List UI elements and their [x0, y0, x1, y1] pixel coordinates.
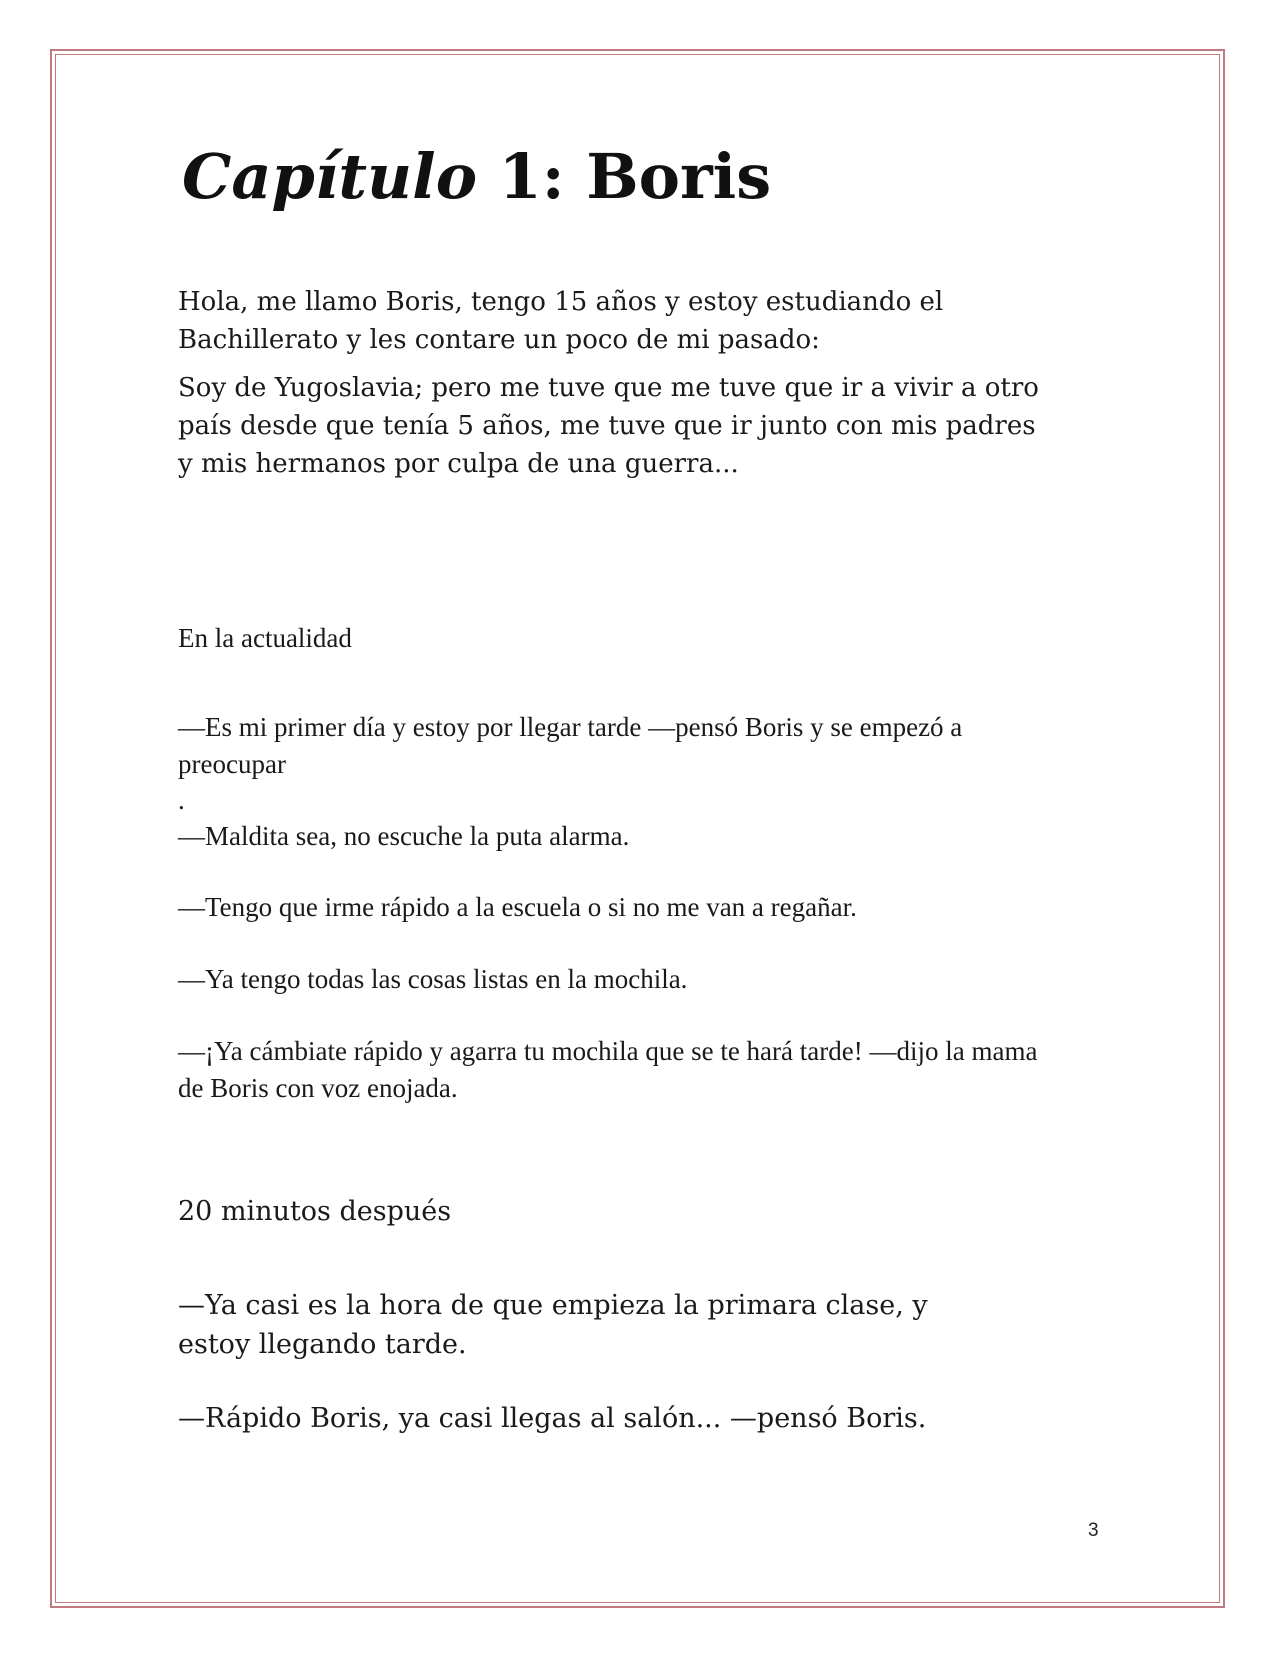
chapter-title: [182, 140, 771, 213]
dialogue-line-6: —Ya casi es la hora de que empieza la primara clase, y estoy llegando tarde.: [178, 1290, 963, 1360]
dialogue-line-4: —Ya tengo todas las cosas listas en la mochila.: [178, 964, 688, 994]
chapter-title-word: Capítulo: [182, 140, 478, 213]
dialogue-line-2: —Maldita sea, no escuche la puta alarma.: [178, 821, 630, 851]
intro-paragraph-2: Soy de Yugoslavia; pero me tuve que me tuve que ir a vivir a otro país desde que tenía 5 años, me tuve que ir junto con mis padres y mis hermanos por culpa de una guerra...: [178, 373, 1039, 479]
dialogue-line-7: —Rápido Boris, ya casi llegas al salón... —pensó Boris.: [178, 1403, 927, 1434]
page-number: 3: [1088, 1520, 1099, 1541]
dialogue-line-1: —Es mi primer día y estoy por llegar tarde —pensó Boris y se empezó a preocupar: [178, 712, 963, 779]
intro-paragraph-1: Hola, me llamo Boris, tengo 15 años y estoy estudiando el Bachillerato y les contare un poco de mi pasado:: [178, 287, 944, 355]
section-heading-20-minutos: 20 minutos después: [178, 1196, 452, 1227]
dialogue-line-3: —Tengo que irme rápido a la escuela o si no me van a regañar.: [178, 892, 857, 922]
dialogue-line-5: —¡Ya cámbiate rápido y agarra tu mochila que se te hará tarde! —dijo la mama de Boris con voz enojada.: [178, 1036, 1038, 1103]
chapter-title-rest: 1: Boris: [477, 140, 772, 213]
section-heading-actualidad: En la actualidad: [178, 623, 352, 653]
dialogue-dot: .: [178, 785, 185, 815]
